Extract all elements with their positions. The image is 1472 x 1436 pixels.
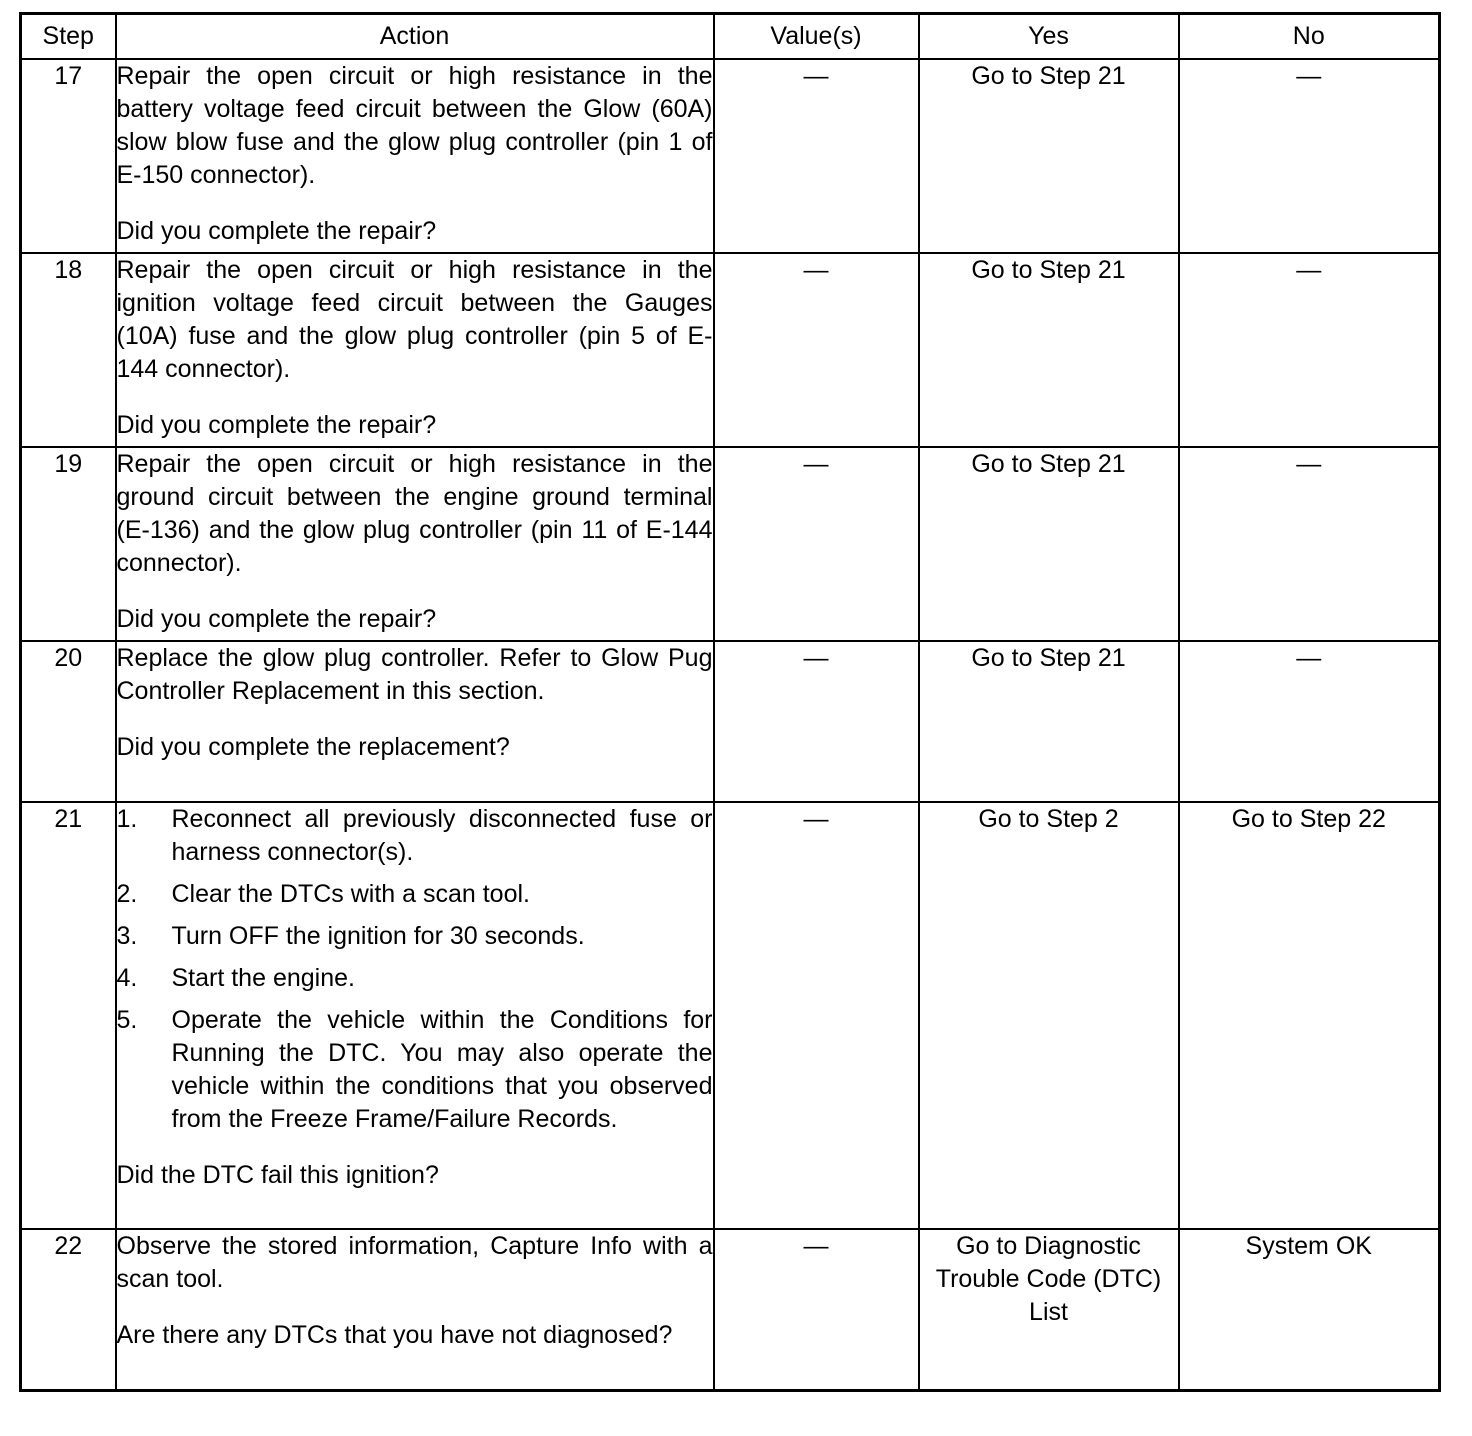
no-cell: — xyxy=(1179,641,1440,802)
yes-cell: Go to Step 2 xyxy=(919,802,1179,1229)
action-cell xyxy=(116,1229,714,1391)
list-item xyxy=(117,803,713,869)
substep-text: Clear the DTCs with a scan tool. xyxy=(171,880,530,908)
no-cell: — xyxy=(1179,253,1440,447)
substep-number: 2. xyxy=(116,880,138,908)
yes-cell: Go to Step 21 xyxy=(919,59,1179,253)
substep-text: Turn OFF the ignition for 30 seconds. xyxy=(171,922,585,950)
substep-number: 3. xyxy=(116,922,138,950)
action-text: Repair the open circuit or high resistance in the ground circuit between the engine ground terminal (E-136) and the glow plug controller (pin 11 of E-144 connector). xyxy=(116,450,713,577)
no-cell: — xyxy=(1179,59,1440,253)
yes-cell: Go to Step 21 xyxy=(919,253,1179,447)
action-text: Replace the glow plug controller. Refer to Glow Pug Controller Replacement in this section. xyxy=(116,644,713,705)
step-number: 17 xyxy=(21,59,116,253)
yes-cell: Go to Diagnostic Trouble Code (DTC) List xyxy=(919,1229,1179,1391)
no-cell: — xyxy=(1179,447,1440,641)
no-cell: System OK xyxy=(1179,1229,1440,1391)
substep-number: 1. xyxy=(116,805,138,833)
step-number: 20 xyxy=(21,641,116,802)
action-cell xyxy=(116,253,714,447)
header-no: No xyxy=(1179,14,1440,60)
values-cell: — xyxy=(714,447,919,641)
substep-list xyxy=(117,803,713,1136)
step-number: 22 xyxy=(21,1229,116,1391)
action-text: Observe the stored information, Capture Info with a scan tool. xyxy=(116,1232,713,1293)
values-cell: — xyxy=(714,1229,919,1391)
step-number: 21 xyxy=(21,802,116,1229)
substep-number: 5. xyxy=(116,1006,138,1034)
header-action: Action xyxy=(116,14,714,60)
table-row xyxy=(21,802,1440,1229)
list-item xyxy=(117,1004,713,1136)
header-values: Value(s) xyxy=(714,14,919,60)
values-cell: — xyxy=(714,641,919,802)
no-cell: Go to Step 22 xyxy=(1179,802,1440,1229)
header-yes: Yes xyxy=(919,14,1179,60)
action-question: Did you complete the repair? xyxy=(116,217,437,245)
table-row xyxy=(21,1229,1440,1391)
list-item xyxy=(117,878,713,911)
action-text: Repair the open circuit or high resistance in the ignition voltage feed circuit between the Gauges (10A) fuse and the glow plug controller (pin 5 of E-144 connector). xyxy=(116,256,713,383)
action-question: Did the DTC fail this ignition? xyxy=(116,1161,439,1189)
values-cell: — xyxy=(714,59,919,253)
action-cell xyxy=(116,59,714,253)
step-number: 19 xyxy=(21,447,116,641)
action-question: Did you complete the replacement? xyxy=(116,733,510,761)
substep-text: Reconnect all previously disconnected fuse or harness connector(s). xyxy=(171,805,713,866)
action-question: Are there any DTCs that you have not diagnosed? xyxy=(116,1321,673,1349)
substep-number: 4. xyxy=(116,964,138,992)
action-question: Did you complete the repair? xyxy=(116,411,437,439)
list-item xyxy=(117,920,713,953)
diagnostic-table xyxy=(19,12,1441,1392)
action-question: Did you complete the repair? xyxy=(116,605,437,633)
header-step: Step xyxy=(21,14,116,60)
action-cell xyxy=(116,802,714,1229)
header-row xyxy=(21,14,1440,60)
action-cell xyxy=(116,641,714,802)
values-cell: — xyxy=(714,802,919,1229)
values-cell: — xyxy=(714,253,919,447)
action-cell xyxy=(116,447,714,641)
list-item xyxy=(117,962,713,995)
action-text: Repair the open circuit or high resistance in the battery voltage feed circuit between the Glow (60A) slow blow fuse and the glow plug controller (pin 1 of E-150 connector). xyxy=(116,62,713,189)
table-row xyxy=(21,447,1440,641)
substep-text: Operate the vehicle within the Conditions for Running the DTC. You may also operate the vehicle within the conditions that you observed from the Freeze Frame/Failure Records. xyxy=(171,1006,713,1133)
substep-text: Start the engine. xyxy=(171,964,355,992)
table-row xyxy=(21,641,1440,802)
yes-cell: Go to Step 21 xyxy=(919,641,1179,802)
table-row xyxy=(21,253,1440,447)
table-row xyxy=(21,59,1440,253)
step-number: 18 xyxy=(21,253,116,447)
yes-cell: Go to Step 21 xyxy=(919,447,1179,641)
